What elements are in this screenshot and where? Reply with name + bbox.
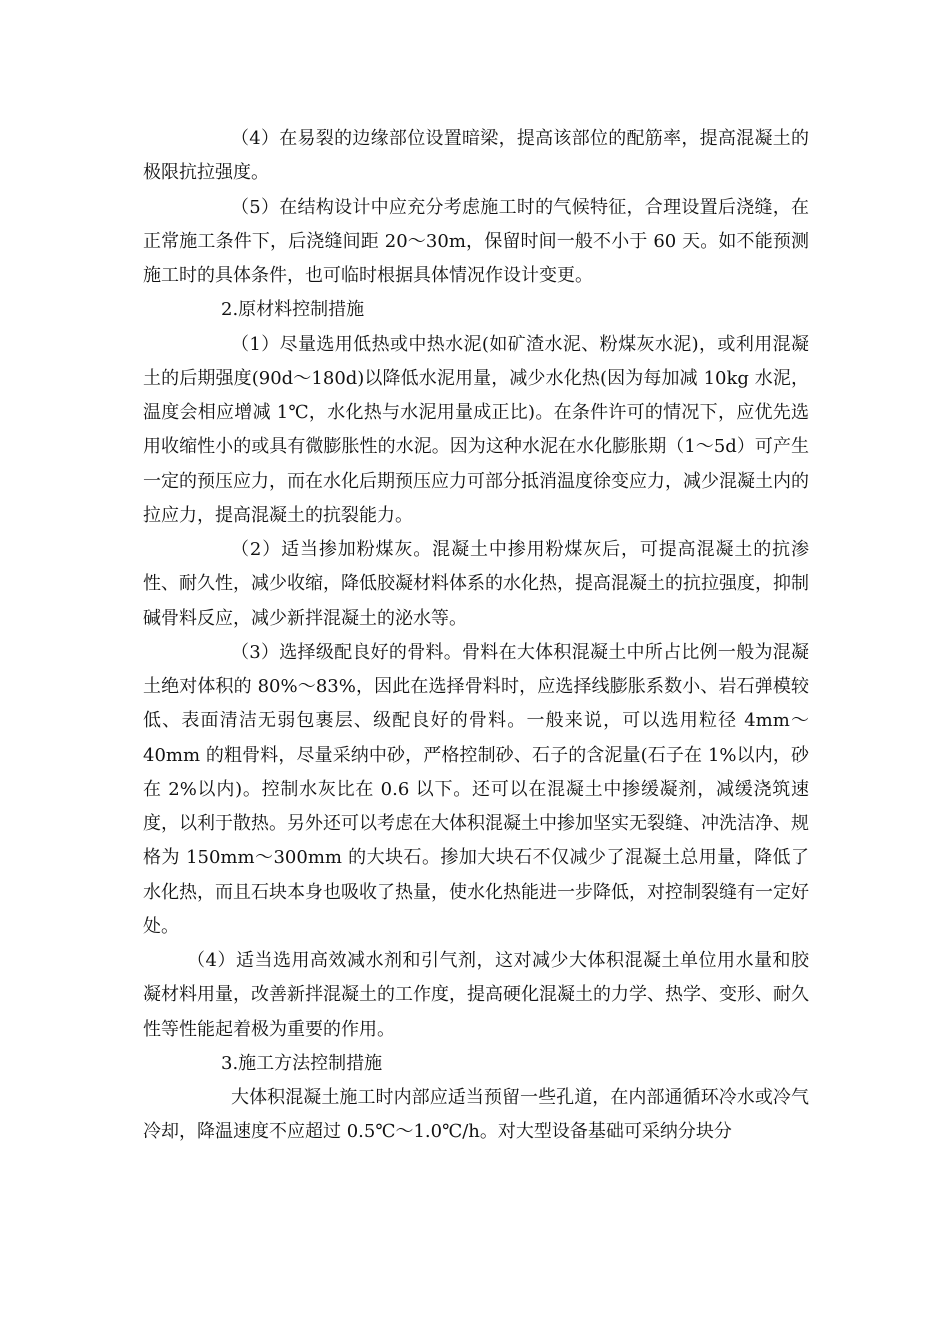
paragraph-construction-intro: 大体积混凝土施工时内部应适当预留一些孔道，在内部通循环冷水或冷气冷却，降温速度不应超过 0.5℃～1.0℃/h。对大型设备基础可采纳分块分 [143,1087,809,1143]
section-heading-materials: 2.原材料控制措施 [221,299,365,321]
section-heading-construction: 3.施工方法控制措施 [221,1052,383,1074]
paragraph-materials-item-1: （1）尽量选用低热或中热水泥(如矿渣水泥、粉煤灰水泥)，或利用混凝土的后期强度(90d～180d)以降低水泥用量，减少水化热(因为每加减 10kg 水泥，温度会相应增减 1℃，水化热与水泥用量成正比)。在条件许可的情况下，应优先选用收缩性小的或具有微膨胀性的水泥。因为这种水泥在水化膨胀期（1～5d）可产生一定的预压应力，而在水化后期预压应力可部分抵消温度徐变应力，减少混凝土内的拉应力，提高混凝土的抗裂能力。 [143,333,809,526]
paragraph-structure-item-4: （4）在易裂的边缘部位设置暗梁，提高该部位的配筋率，提高混凝土的极限抗拉强度。 [143,128,809,184]
paragraph-materials-item-2: （2）适当掺加粉煤灰。混凝土中掺用粉煤灰后，可提高混凝土的抗渗性、耐久性，减少收缩，降低胶凝材料体系的水化热，提高混凝土的抗拉强度，抑制碱骨料反应，减少新拌混凝土的泌水等。 [143,539,809,629]
paragraph-materials-item-4: （4）适当选用高效减水剂和引气剂，这对减少大体积混凝土单位用水量和胶凝材料用量，改善新拌混凝土的工作度，提高硬化混凝土的力学、热学、变形、耐久性等性能起着极为重要的作用。 [143,950,809,1040]
document-body [143,122,809,1150]
paragraph-materials-item-3: （3）选择级配良好的骨料。骨料在大体积混凝土中所占比例一般为混凝土绝对体积的 80%～83%，因此在选择骨料时，应选择线膨胀系数小、岩石弹模较低、表面清洁无弱包裹层、级配良好的骨料。一般来说，可以选用粒径 4mm～40mm 的粗骨料，尽量采纳中砂，严格控制砂、石子的含泥量(石子在 1%以内，砂在 2%以内)。控制水灰比在 0.6 以下。还可以在混凝土中掺缓凝剂，减缓浇筑速度，以利于散热。另外还可以考虑在大体积混凝土中掺加坚实无裂缝、冲洗洁净、规格为 150mm～300mm 的大块石。掺加大块石不仅减少了混凝土总用量，降低了水化热，而且石块本身也吸收了热量，使水化热能进一步降低，对控制裂缝有一定好处。 [143,641,809,937]
paragraph-structure-item-5: （5）在结构设计中应充分考虑施工时的气候特征，合理设置后浇缝，在正常施工条件下，后浇缝间距 20～30m，保留时间一般不小于 60 天。如不能预测施工时的具体条件，也可临时根据具体情况作设计变更。 [143,196,809,286]
